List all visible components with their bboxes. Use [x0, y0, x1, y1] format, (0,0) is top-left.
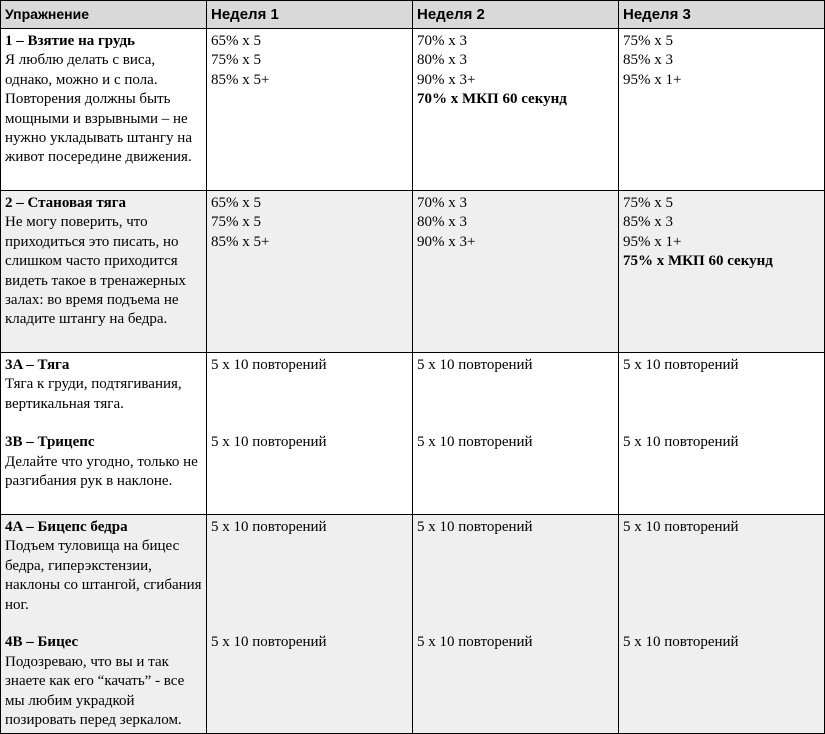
- exercise-cell: [1, 29, 207, 191]
- set-line: 5 x 10 повторений: [211, 519, 327, 535]
- set-line: 70% x 3: [417, 195, 467, 211]
- set-line: 5 x 10 повторений: [417, 519, 533, 535]
- set-line: 5 x 10 повторений: [623, 357, 739, 373]
- header-exercise: Упражнение: [1, 1, 207, 29]
- exercise-description: Не могу поверить, что приходиться это писать, но слишком часто приходится видеть такое в тренажерных залах: во время подъема не кладите штангу на бедра.: [5, 214, 186, 328]
- set-line: 5 x 10 повторений: [623, 634, 739, 651]
- exercise-cell: [1, 191, 207, 353]
- week2-cell: [413, 515, 619, 734]
- set-line: 75% x 5: [211, 214, 261, 231]
- week2-cell: [413, 29, 619, 191]
- table-row: [1, 29, 825, 191]
- week3-cell: [619, 515, 825, 734]
- set-line: 65% x 5: [211, 33, 261, 49]
- set-line: 85% x 3: [623, 52, 673, 69]
- exercise-description: Подозреваю, что вы и так знаете как его “качать” - все мы любим украдкой позировать перед зеркалом.: [5, 653, 185, 729]
- set-line: 85% x 5+: [211, 233, 270, 250]
- exercise-name: 2 – Становая тяга: [5, 195, 127, 211]
- set-line: 85% x 5+: [211, 71, 270, 88]
- week3-cell: [619, 191, 825, 353]
- week2-cell: [413, 353, 619, 515]
- exercise-name: 4B – Бицес: [5, 634, 79, 651]
- table-row: [1, 191, 825, 353]
- set-line: 85% x 3: [623, 214, 673, 231]
- exercise-description: Подъем туловища на бицес бедра, гиперэкстензии, наклоны со штангой, сгибания ног.: [5, 538, 202, 613]
- set-line: 70% x 3: [417, 33, 467, 49]
- table-row: [1, 515, 825, 734]
- set-line: 5 x 10 повторений: [417, 634, 533, 651]
- set-line: 5 x 10 повторений: [211, 434, 327, 451]
- set-line: 90% x 3+: [417, 71, 476, 88]
- set-line: 75% x 5: [623, 195, 673, 211]
- week3-cell: [619, 353, 825, 515]
- exercise-name: 1 – Взятие на грудь: [5, 33, 135, 49]
- set-line: 5 x 10 повторений: [417, 434, 533, 451]
- week1-cell: [207, 191, 413, 353]
- week2-cell: [413, 191, 619, 353]
- header-week1: Неделя 1: [207, 1, 413, 29]
- exercise-name: 3B – Трицепс: [5, 434, 95, 451]
- exercise-description: Я люблю делать с виса, однако, можно и с пола. Повторения должны быть мощными и взрывными – не нужно укладывать штангу на живот посередине движения.: [5, 52, 192, 166]
- header-week2: Неделя 2: [413, 1, 619, 29]
- table-header-row: [1, 1, 825, 29]
- set-line: 95% x 1+: [623, 71, 682, 88]
- week1-cell: [207, 29, 413, 191]
- week1-cell: [207, 515, 413, 734]
- exercise-description: Делайте что угодно, только не разгибания рук в наклоне.: [5, 453, 198, 490]
- week3-cell: [619, 29, 825, 191]
- week1-cell: [207, 353, 413, 515]
- set-line: 75% x 5: [623, 33, 673, 49]
- set-line: 5 x 10 повторений: [623, 434, 739, 451]
- set-line: 5 x 10 повторений: [211, 357, 327, 373]
- set-line: 65% x 5: [211, 195, 261, 211]
- set-line: 80% x 3: [417, 214, 467, 231]
- exercise-name: 4A – Бицепс бедра: [5, 519, 128, 535]
- exercise-description: Тяга к груди, подтягивания, вертикальная тяга.: [5, 376, 182, 412]
- set-line: 5 x 10 повторений: [211, 634, 327, 651]
- table-row: [1, 353, 825, 515]
- exercise-name: 3A – Тяга: [5, 357, 70, 373]
- exercise-cell: [1, 353, 207, 515]
- set-line: 5 x 10 повторений: [623, 519, 739, 535]
- set-line-bold: 70% x МКП 60 секунд: [417, 91, 567, 108]
- exercise-cell: [1, 515, 207, 734]
- set-line: 80% x 3: [417, 52, 467, 69]
- set-line: 90% x 3+: [417, 233, 476, 250]
- set-line: 95% x 1+: [623, 233, 682, 250]
- set-line-bold: 75% x МКП 60 секунд: [623, 253, 773, 270]
- set-line: 5 x 10 повторений: [417, 357, 533, 373]
- set-line: 75% x 5: [211, 52, 261, 69]
- header-week3: Неделя 3: [619, 1, 825, 29]
